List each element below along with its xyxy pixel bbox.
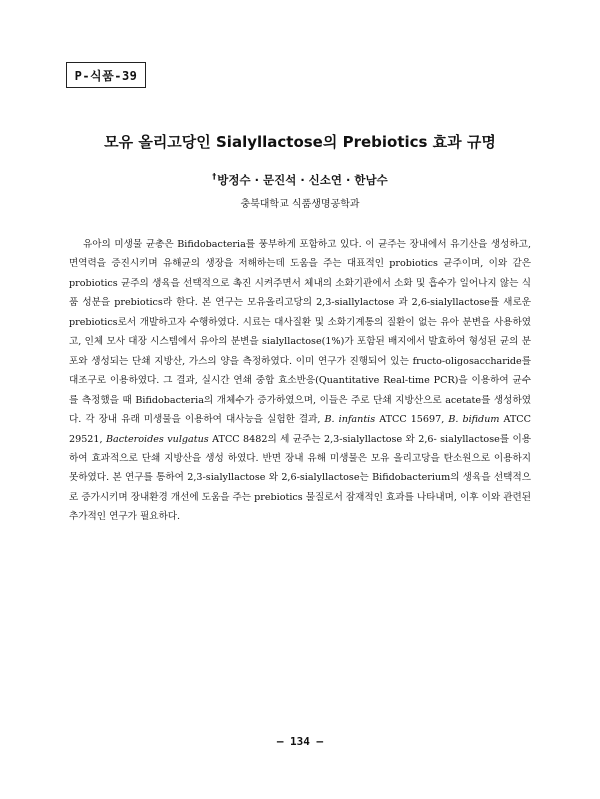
abstract-text-run: ATCC 15697,: [375, 414, 449, 426]
corresponding-author-mark: †: [212, 172, 217, 181]
abstract-text-run: ATCC 29521,: [69, 414, 531, 445]
abstract-text-run: 유아의 미생물 균총은 Bifidobacteria를 풍부하게 포함하고 있다. 이 균주는 장내에서 유기산을 생성하고, 면역력을 증진시키며 유해균의 생장을 저해하는데 도움을 주는 대표적인 probiotics 균주이며, 이와 같은 probiotics 균주의 생육을 선택적으로 촉진 시켜주면서 체내의 소화기관에서 소화 및 흡수가 일어나지 않는 식품 성분을 prebiotics라 한다. 본 연구는 모유올리고당의 2,3-siallylactose 과 2,6-sialyllactose를 새로운 prebiotics로서 개발하고자 수행하였다. 시료는 대사질환 및 소화기계통의 질환이 없는 유아 분변을 사용하였고, 인체 모사 대장 시스템에서 유아의 분변을 sialyllactose(1%)가 포함된 배지에서 발효하여 형성된 균의 분포와 생성되는 단쇄 지방산, 가스의 양을 측정하였다. 이미 연구가 진행되어 있는 fructo-oligosaccharide를 대조구로 이용하였다. 그 결과, 실시간 연쇄 중합 효소반응(Quantitative Real-time PCR)을 이용하여 균수를 측정했을 때 Bifidobacteria의 개체수가 증가하였으며, 이들은 주로 단쇄 지방산으로 acetate를 생성하였다. 각 장내 유래 미생물을 이용하여 대사능을 실험한 결과,: [69, 239, 531, 426]
affiliation: 충북대학교 식품생명공학과: [240, 199, 360, 210]
author-list: [0, 172, 600, 188]
species-name: B. infantis: [324, 414, 376, 426]
abstract-paragraph: [69, 235, 531, 527]
page-number: – 134 –: [276, 735, 324, 748]
session-code: P-식품-39: [74, 68, 138, 83]
abstract-text-run: ATCC 8482의 세 균주는 2,3-sialyllactose 와 2,6- sialyllactose를 이용하여 효과적으로 단쇄 지방산을 생성 하였다. 반면 장내 유해 미생물은 모유 올리고당을 탄소원으로 이용하지 못하였다. 본 연구를 통하여 2,3-sialyllactose 와 2,6-sialyllactose는 Bifidobacterium의 생육을 선택적으로 증가시키며 장내환경 개선에 도움을 주는 prebiotics 물질로서 잠재적인 효과를 나타내며, 이후 이와 관련된 추가적인 연구가 필요하다.: [69, 433, 532, 523]
species-name: Bacteroides vulgatus: [105, 433, 209, 445]
session-code-box: [66, 62, 146, 88]
species-name: B. bifidum: [448, 414, 500, 426]
paper-title: 모유 올리고당인 Sialyllactose의 Prebiotics 효과 규명: [104, 133, 496, 151]
author-names: 방정수 · 문진석 · 신소연 · 한남수: [217, 173, 388, 187]
abstract-body: [69, 235, 531, 527]
